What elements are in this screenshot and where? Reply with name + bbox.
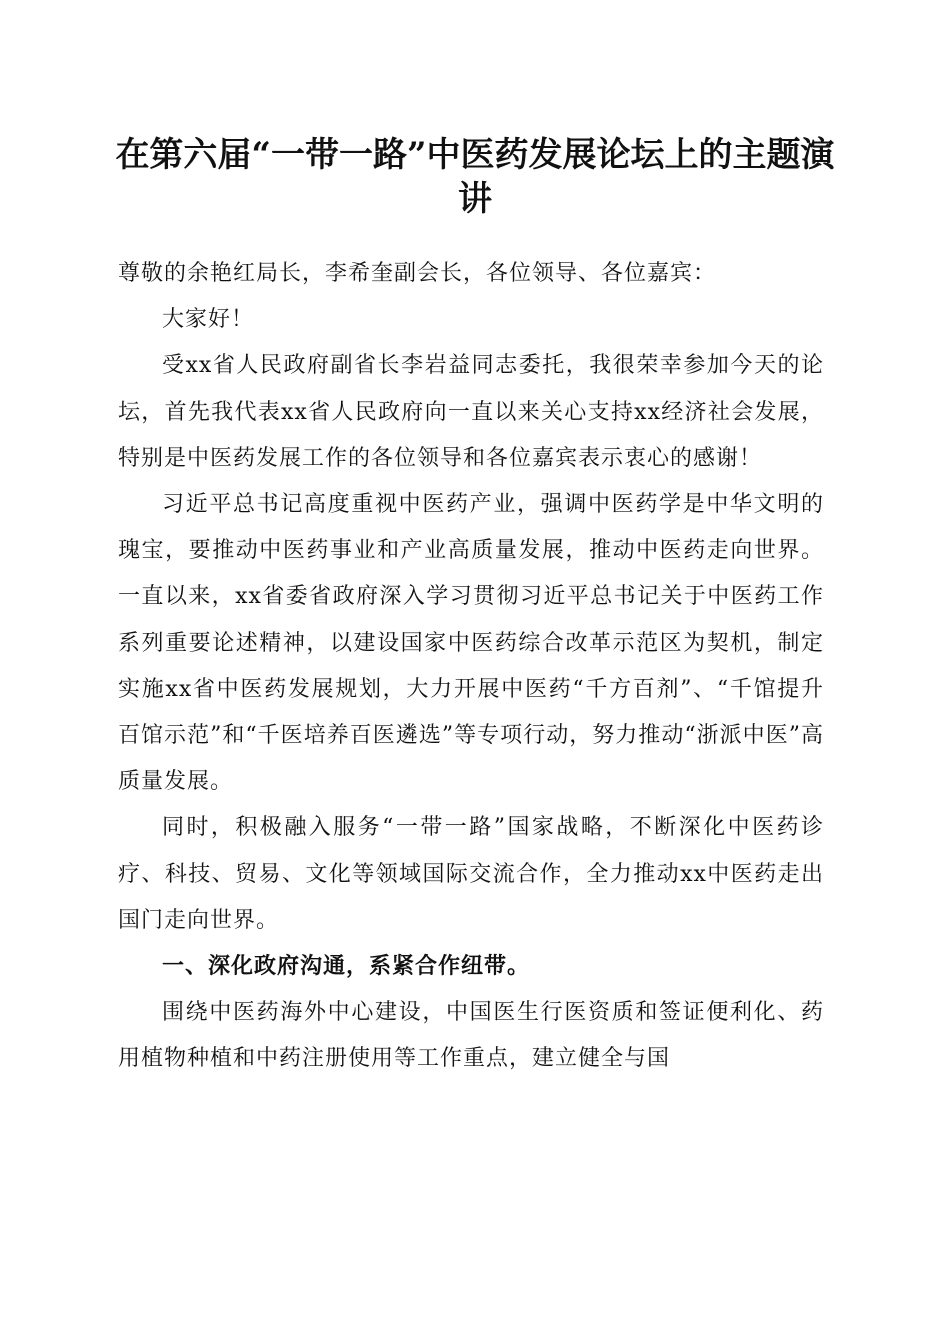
- salutation: 尊敬的余艳红局长，李希奎副会长，各位领导、各位嘉宾：: [118, 261, 717, 286]
- greeting: 大家好！: [162, 307, 255, 333]
- section-paragraph: 围绕中医药海外中心建设，中国医生行医资质和签证便利化、药用植物种植和中药注册使用等工作重点，建立健全与国: [118, 1000, 824, 1072]
- paragraph-1: 受xx省人民政府副省长李岩益同志委托，我很荣幸参加今天的论坛，首先我代表xx省人民政府向一直以来关心支持xx经济社会发展，特别是中医药发展工作的各位领导和各位嘉宾表示衷心的感谢！: [118, 353, 824, 471]
- paragraph-2: 习近平总书记高度重视中医药产业，强调中医药学是中华文明的瑰宝，要推动中医药事业和产业高质量发展，推动中医药走向世界。一直以来，xx省委省政府深入学习贯彻习近平总书记关于中医药工作系列重要论述精神，以建设国家中医药综合改革示范区为契机，制定实施xx省中医药发展规划，大力开展中医药“千方百剂”、“千馆提升百馆示范”和“千医培养百医遴选”等专项行动，努力推动“浙派中医”高质量发展。: [118, 492, 824, 795]
- document-body: [118, 251, 824, 1083]
- section-heading: 一、深化政府沟通，系紧合作纽带。: [162, 954, 531, 980]
- document-title: 在第六届“一带一路”中医药发展论坛上的主题演讲: [115, 135, 835, 219]
- paragraph-3: 同时，积极融入服务“一带一路”国家战略，不断深化中医药诊疗、科技、贸易、文化等领域国际交流合作，全力推动xx中医药走出国门走向世界。: [118, 815, 824, 933]
